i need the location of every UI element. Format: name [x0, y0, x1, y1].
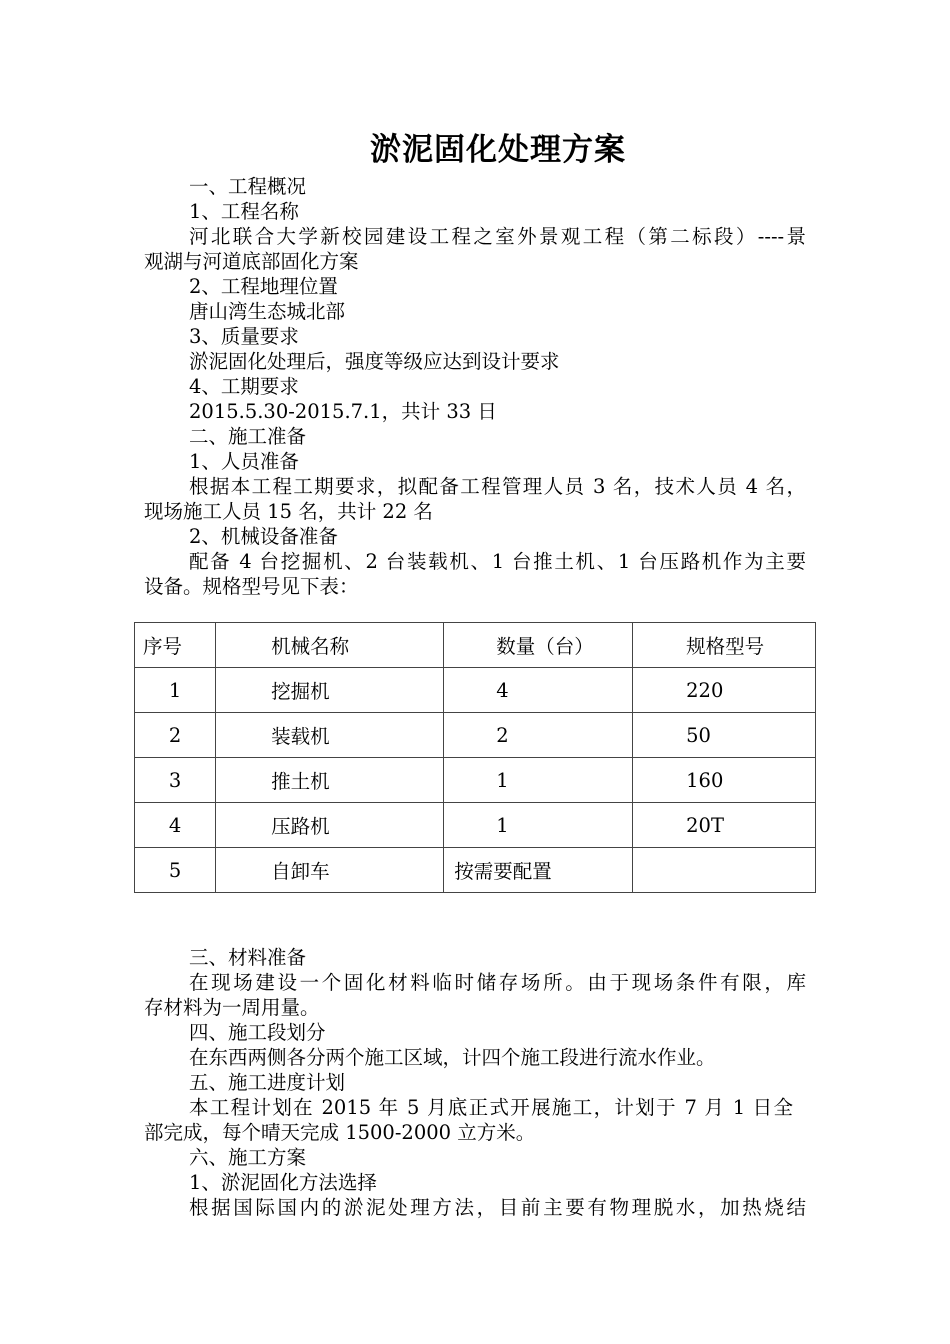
- table-cell: 5: [135, 848, 216, 893]
- subheading-personnel: 1、人员准备: [189, 450, 299, 473]
- paragraph-line: 设备。规格型号见下表：: [144, 575, 359, 598]
- table-cell: 推土机: [216, 758, 444, 803]
- header-cell-spec: 规格型号: [633, 623, 816, 668]
- paragraph-line: 淤泥固化处理后，强度等级应达到设计要求: [189, 350, 560, 373]
- table-cell: 压路机: [216, 803, 444, 848]
- paragraph-line: 唐山湾生态城北部: [189, 300, 346, 323]
- header-cell-machine-name: 机械名称: [216, 623, 444, 668]
- table-row: [135, 803, 816, 848]
- table-cell: 4: [444, 668, 633, 713]
- table-cell: 挖掘机: [216, 668, 444, 713]
- table-cell: 220: [633, 668, 816, 713]
- table-cell: 按需要配置: [444, 848, 633, 893]
- paragraph-line: 存材料为一周用量。: [144, 996, 320, 1019]
- table-cell: 2: [135, 713, 216, 758]
- paragraph-line: 在东西两侧各分两个施工区域，计四个施工段进行流水作业。: [189, 1046, 716, 1069]
- document-title: 淤泥固化处理方案: [370, 132, 626, 168]
- paragraph-line: 配备 4 台挖掘机、2 台装载机、1 台推土机、1 台压路机作为主要: [189, 550, 806, 573]
- heading-progress-plan: 五、施工进度计划: [189, 1071, 346, 1094]
- paragraph-line: 根据本工程工期要求，拟配备工程管理人员 3 名，技术人员 4 名，: [189, 475, 806, 498]
- paragraph-line: 根据国际国内的淤泥处理方法，目前主要有物理脱水，加热烧结: [189, 1196, 806, 1219]
- heading-project-overview: 一、工程概况: [189, 175, 307, 198]
- table-cell: 160: [633, 758, 816, 803]
- paragraph-line: 现场施工人员 15 名，共计 22 名: [144, 500, 433, 523]
- table-row: [135, 713, 816, 758]
- subheading-method-selection: 1、淤泥固化方法选择: [189, 1171, 377, 1194]
- table-cell: 1: [135, 668, 216, 713]
- paragraph-line: 在现场建设一个固化材料临时储存场所。由于现场条件有限，库: [189, 971, 806, 994]
- paragraph-line: 观湖与河道底部固化方案: [144, 250, 359, 273]
- table-row: [135, 848, 816, 893]
- subheading-schedule: 4、工期要求: [189, 375, 299, 398]
- table-cell: 1: [444, 758, 633, 803]
- table-row: [135, 758, 816, 803]
- table-cell: [633, 848, 816, 893]
- header-cell-index: 序号: [135, 623, 216, 668]
- equipment-table: [134, 622, 816, 893]
- heading-section-division: 四、施工段划分: [189, 1021, 326, 1044]
- table-cell: 1: [444, 803, 633, 848]
- subheading-project-name: 1、工程名称: [189, 200, 299, 223]
- table-cell: 自卸车: [216, 848, 444, 893]
- subheading-machinery: 2、机械设备准备: [189, 525, 338, 548]
- table-cell: 2: [444, 713, 633, 758]
- table-cell: 20T: [633, 803, 816, 848]
- table-cell: 4: [135, 803, 216, 848]
- table-cell: 50: [633, 713, 816, 758]
- heading-construction-prep: 二、施工准备: [189, 425, 307, 448]
- table-cell: 装载机: [216, 713, 444, 758]
- subheading-location: 2、工程地理位置: [189, 275, 338, 298]
- paragraph-line: 部完成，每个晴天完成 1500-2000 立方米。: [144, 1121, 536, 1144]
- paragraph-line: 本工程计划在 2015 年 5 月底正式开展施工，计划于 7 月 1 日全: [189, 1096, 793, 1119]
- header-cell-quantity: 数量（台）: [444, 623, 633, 668]
- heading-construction-plan: 六、施工方案: [189, 1146, 307, 1169]
- table-row: [135, 668, 816, 713]
- table-cell: 3: [135, 758, 216, 803]
- paragraph-line: 河北联合大学新校园建设工程之室外景观工程（第二标段）----景: [189, 225, 806, 248]
- subheading-quality: 3、质量要求: [189, 325, 299, 348]
- heading-materials: 三、材料准备: [189, 946, 307, 969]
- table-header-row: [135, 623, 816, 668]
- paragraph-line: 2015.5.30-2015.7.1，共计 33 日: [189, 400, 497, 423]
